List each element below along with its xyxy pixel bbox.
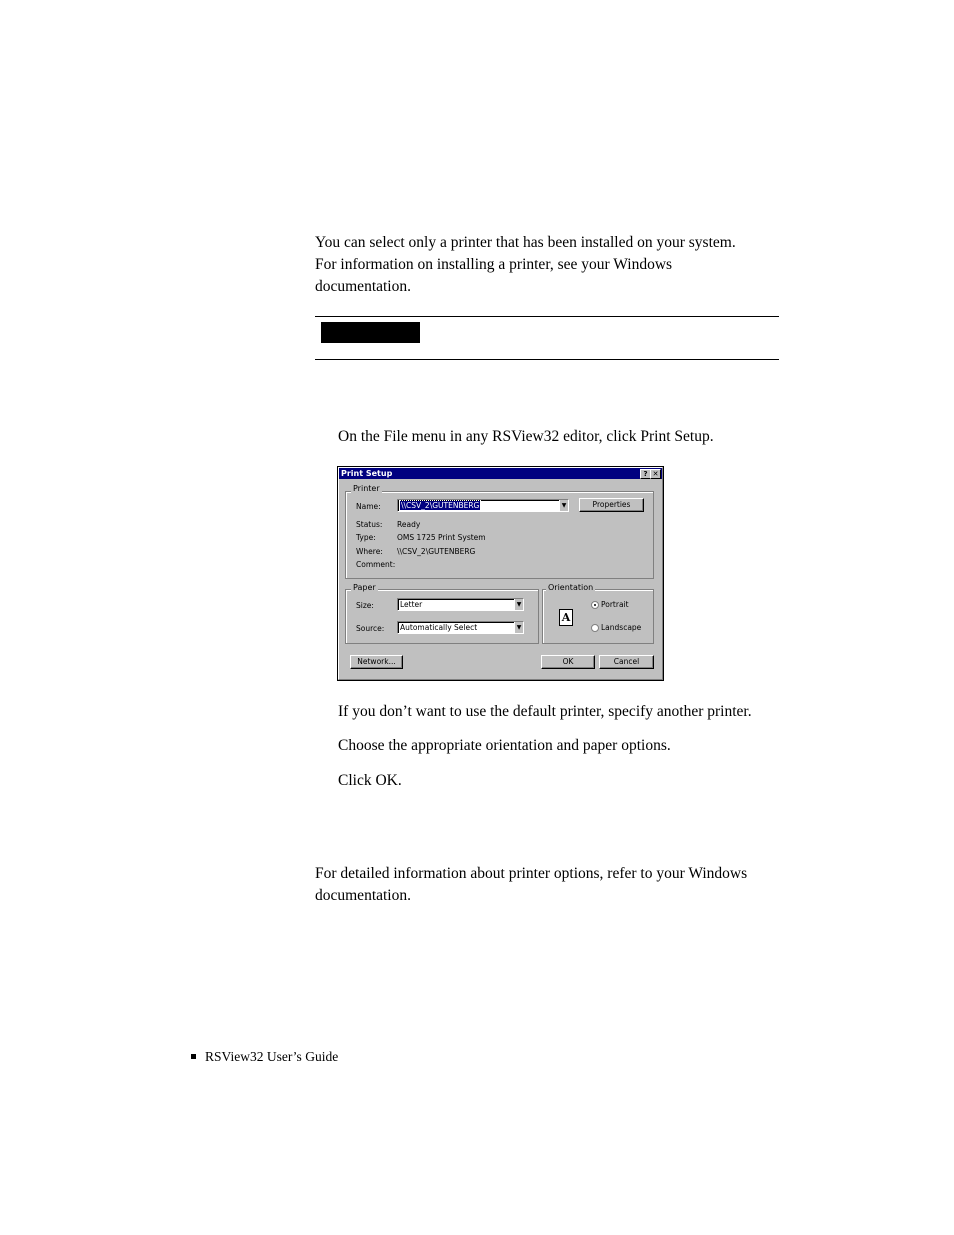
step-click-ok: Click OK. — [338, 772, 402, 789]
help-icon[interactable]: ? — [640, 469, 651, 479]
orientation-group-label: Orientation — [548, 583, 594, 592]
note-bottom-rule — [315, 359, 779, 360]
printer-name-select[interactable] — [397, 499, 569, 512]
note-label-block — [321, 322, 420, 343]
where-label: Where: — [356, 547, 383, 556]
portrait-label[interactable]: Portrait — [601, 600, 629, 609]
printer-name-value: \\CSV_2\GUTENBERG — [401, 501, 480, 510]
source-label: Source: — [356, 624, 385, 633]
step-intro-text: On the File menu in any RSView32 editor, click Print Setup. — [338, 428, 714, 445]
dialog-title: Print Setup — [341, 469, 393, 478]
intro-line-1: You can select only a printer that has been installed on your system. — [315, 234, 736, 251]
status-label: Status: — [356, 520, 383, 529]
dialog-titlebar — [339, 468, 662, 479]
paper-source-select[interactable] — [397, 621, 524, 634]
close-icon[interactable]: ✕ — [650, 469, 661, 479]
page-footer — [191, 1048, 338, 1066]
network-button[interactable]: Network... — [350, 655, 403, 669]
step-choose-options: Choose the appropriate orientation and paper options. — [338, 737, 671, 754]
size-label: Size: — [356, 601, 374, 610]
where-value: \\CSV_2\GUTENBERG — [397, 547, 476, 556]
printer-group-label: Printer — [353, 484, 380, 493]
paper-size-value: Letter — [400, 600, 423, 609]
footer-title: RSView32 User’s Guide — [205, 1049, 339, 1064]
chevron-down-icon[interactable]: ▼ — [559, 500, 568, 511]
footer-bullet — [191, 1054, 196, 1059]
step-specify-printer: If you don’t want to use the default printer, specify another printer. — [338, 703, 752, 720]
portrait-radio[interactable] — [591, 601, 599, 609]
detail-line-2: documentation. — [315, 887, 411, 904]
name-label: Name: — [356, 502, 381, 511]
landscape-label[interactable]: Landscape — [601, 623, 642, 632]
intro-line-2: For information on installing a printer, see your Windows — [315, 256, 673, 273]
paper-source-value: Automatically Select — [400, 623, 478, 632]
paper-size-select[interactable] — [397, 598, 524, 611]
intro-paragraph — [315, 232, 785, 298]
paper-group-label: Paper — [353, 583, 376, 592]
chevron-down-icon[interactable]: ▼ — [514, 622, 523, 633]
print-setup-dialog — [337, 466, 664, 681]
chevron-down-icon[interactable]: ▼ — [514, 599, 523, 610]
status-value: Ready — [397, 520, 421, 529]
cancel-button[interactable]: Cancel — [599, 655, 654, 669]
detail-paragraph — [315, 863, 785, 907]
type-label: Type: — [356, 533, 376, 542]
comment-label: Comment: — [356, 560, 396, 569]
note-top-rule — [315, 316, 779, 317]
intro-line-3: documentation. — [315, 278, 411, 295]
detail-line-1: For detailed information about printer options, refer to your Windows — [315, 865, 748, 882]
landscape-radio[interactable] — [591, 624, 599, 632]
properties-button[interactable]: Properties — [579, 498, 644, 512]
portrait-page-icon: A — [559, 609, 573, 626]
type-value: OMS 1725 Print System — [397, 533, 486, 542]
ok-button[interactable]: OK — [541, 655, 595, 669]
